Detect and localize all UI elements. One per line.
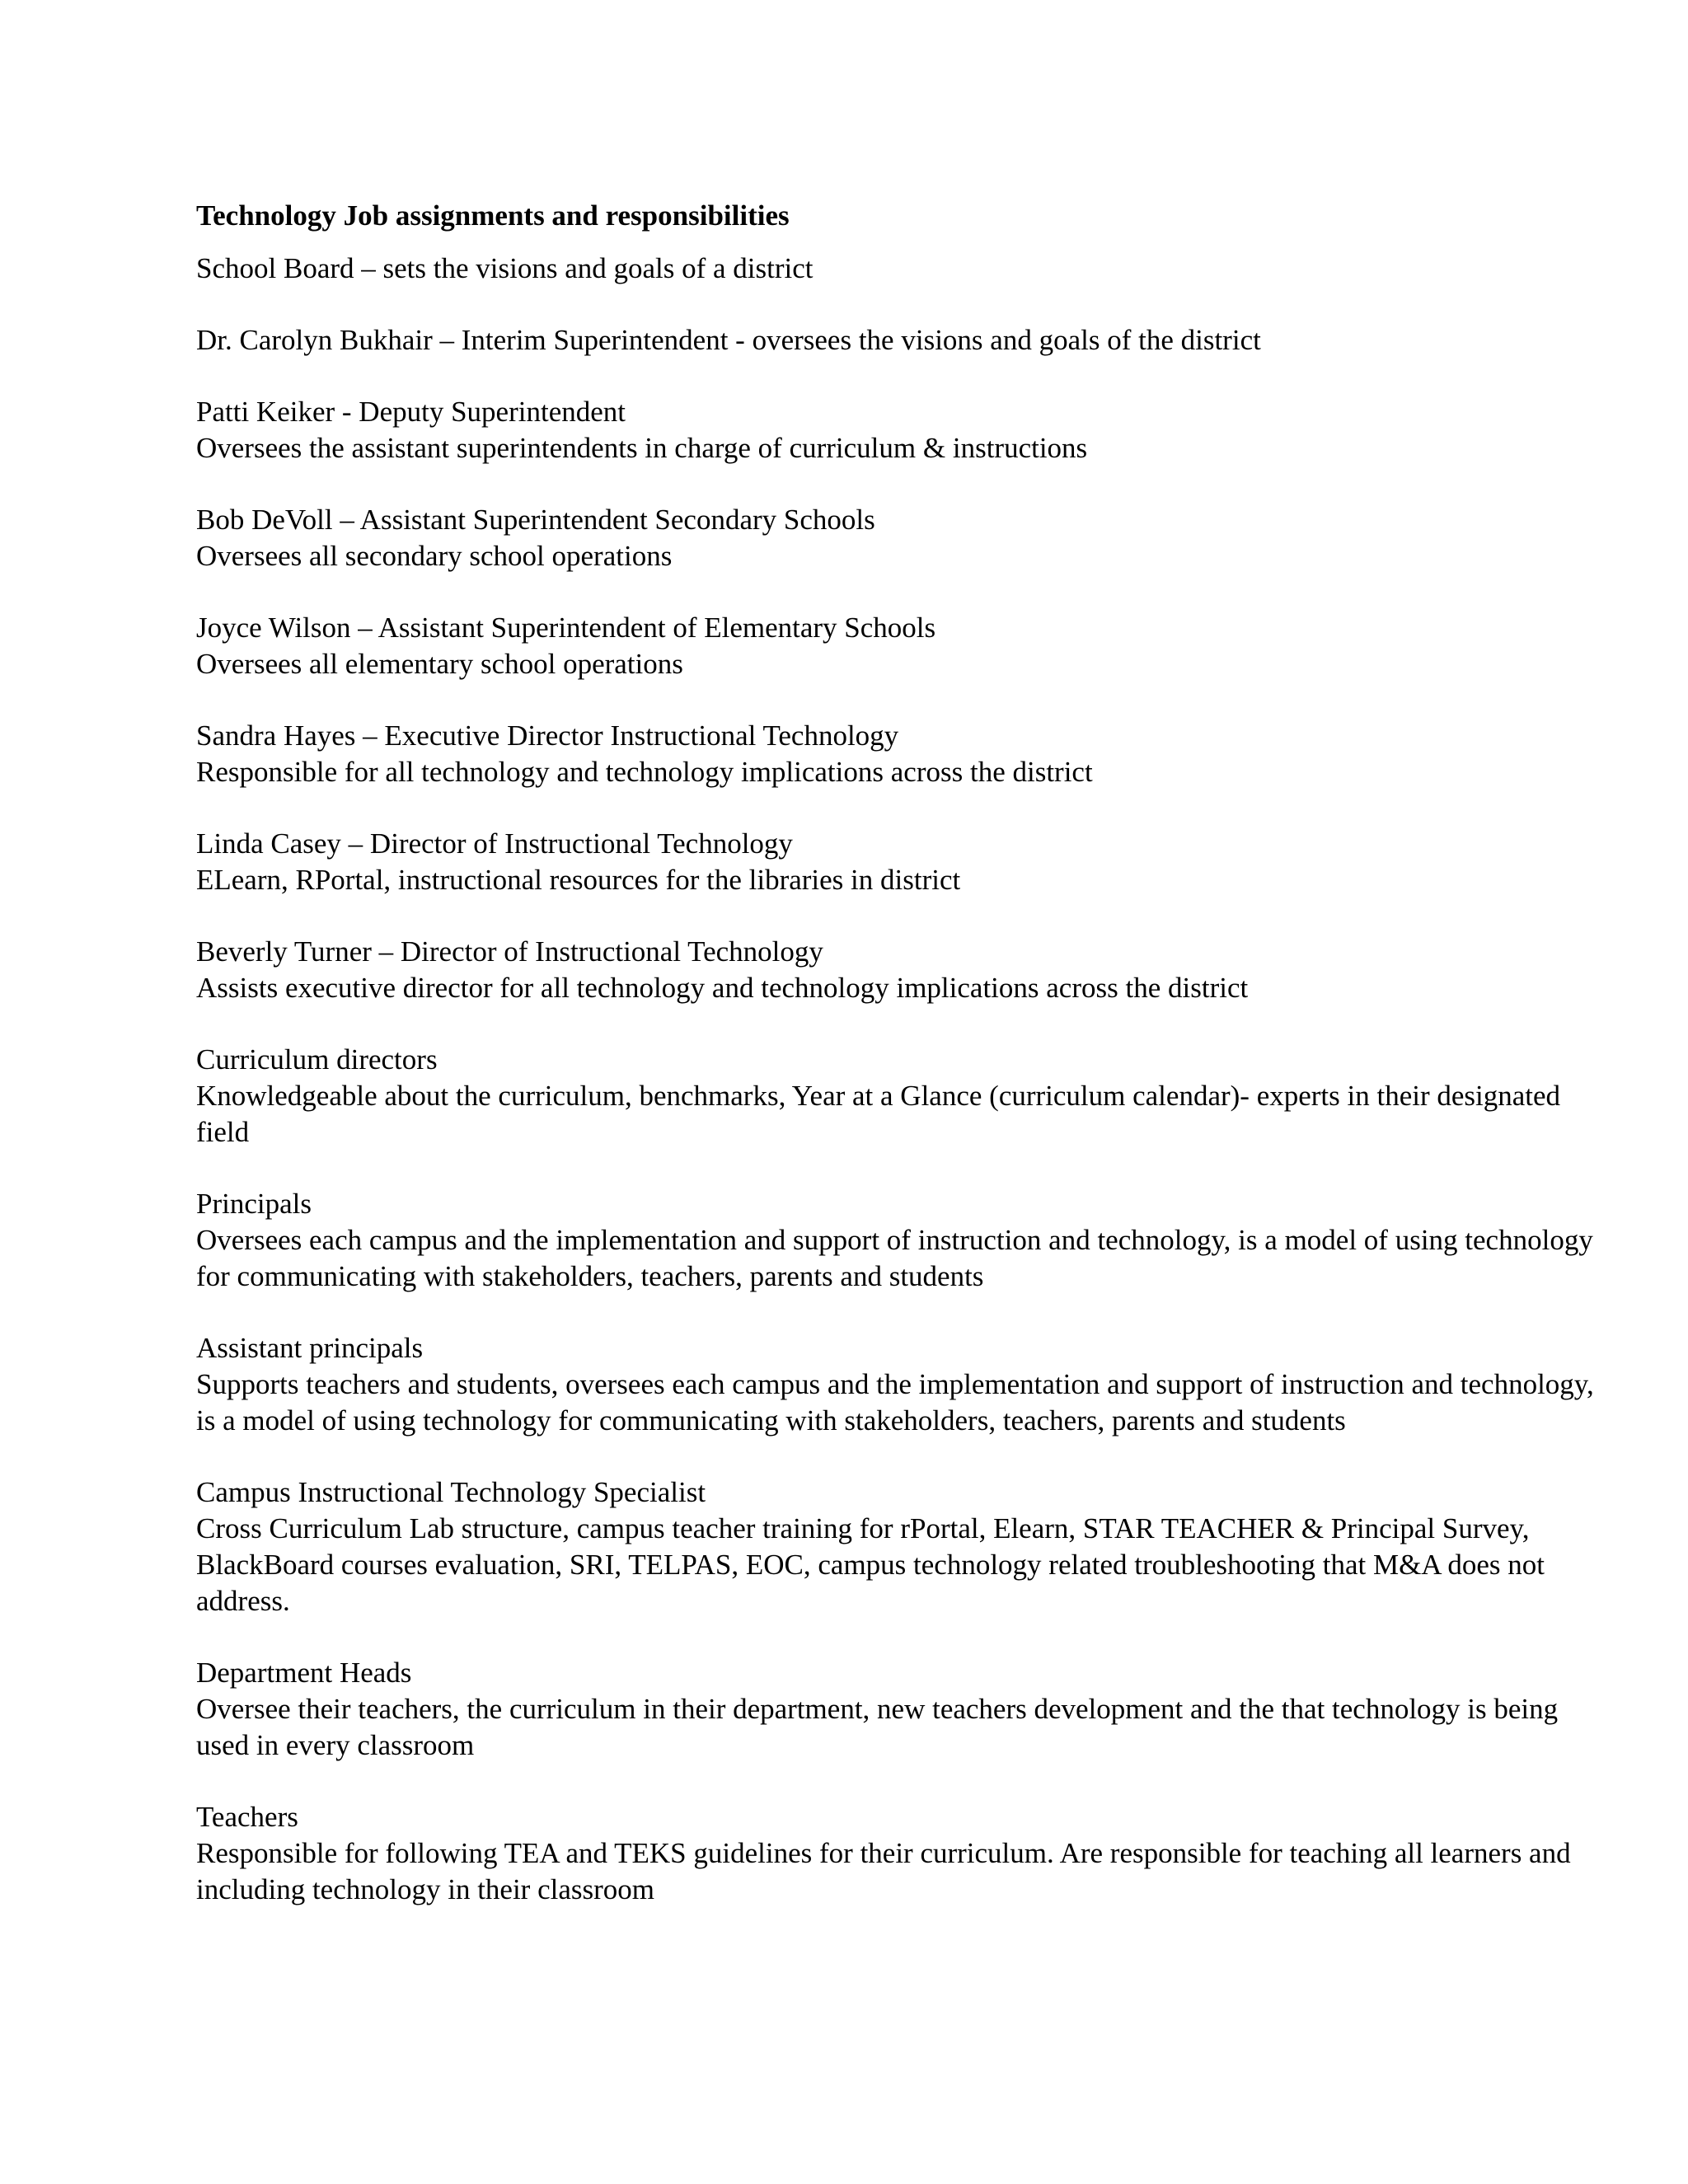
entry-heading: Department Heads — [196, 1657, 412, 1689]
entry-description: Oversee their teachers, the curriculum in their department, new teachers development and the that technology is being used in every classroom — [196, 1693, 1559, 1761]
entry-description: Assists executive director for all technology and technology implications across the district — [196, 972, 1249, 1004]
entry-heading: Bob DeVoll – Assistant Superintendent Secondary Schools — [196, 504, 875, 536]
entry-heading: Assistant principals — [196, 1332, 424, 1364]
entry-assistant-principals — [196, 1330, 1614, 1439]
entry-heading: Sandra Hayes – Executive Director Instructional Technology — [196, 719, 899, 752]
entry-heading: Joyce Wilson – Assistant Superintendent of Elementary Schools — [196, 612, 936, 644]
entry-director-turner — [196, 934, 1614, 1006]
entry-description: Cross Curriculum Lab structure, campus teacher training for rPortal, Elearn, STAR TEACHER & Principal Survey, BlackBoard courses evaluation, SRI, TELPAS, EOC, campus technology related troubleshooting that M&A does not address. — [196, 1512, 1545, 1617]
entry-heading: Dr. Carolyn Bukhair – Interim Superintendent - oversees the visions and goals of the district — [196, 324, 1261, 356]
entry-heading: Linda Casey – Director of Instructional Technology — [196, 827, 793, 860]
entry-heading: Campus Instructional Technology Specialist — [196, 1476, 706, 1508]
entry-interim-superintendent — [196, 322, 1614, 359]
entry-description: Supports teachers and students, oversees each campus and the implementation and support of instruction and technology, is a model of using technology for communicating with stakeholders, teachers, parents and students — [196, 1368, 1594, 1436]
entry-department-heads — [196, 1655, 1614, 1764]
entry-teachers — [196, 1799, 1614, 1908]
document-title: Technology Job assignments and responsibilities — [196, 199, 790, 232]
entry-heading: Patti Keiker - Deputy Superintendent — [196, 396, 626, 428]
entry-description: ELearn, RPortal, instructional resources for the libraries in district — [196, 864, 961, 896]
entry-heading: Teachers — [196, 1801, 298, 1833]
entry-principals — [196, 1186, 1614, 1295]
entry-description: Oversees all elementary school operations — [196, 648, 683, 680]
entry-deputy-superintendent — [196, 394, 1614, 466]
entry-curriculum-directors — [196, 1042, 1614, 1151]
entry-campus-tech-specialist — [196, 1474, 1614, 1619]
entry-director-casey — [196, 826, 1614, 898]
entry-description: Responsible for all technology and technology implications across the district — [196, 756, 1093, 788]
entry-description: Knowledgeable about the curriculum, benchmarks, Year at a Glance (curriculum calendar)- experts in their designated field — [196, 1080, 1561, 1148]
entry-school-board — [196, 251, 1614, 287]
entry-heading: Curriculum directors — [196, 1043, 438, 1076]
entry-heading: School Board – sets the visions and goals of a district — [196, 252, 814, 284]
entry-executive-director — [196, 718, 1614, 790]
entry-description: Oversees all secondary school operations — [196, 540, 673, 572]
entry-asst-superintendent-secondary — [196, 502, 1614, 574]
entry-description: Oversees the assistant superintendents in charge of curriculum & instructions — [196, 432, 1088, 464]
entry-description: Oversees each campus and the implementation and support of instruction and technology, is a model of using technology for communicating with stakeholders, teachers, parents and students — [196, 1224, 1593, 1292]
entry-heading: Principals — [196, 1188, 312, 1220]
entry-description: Responsible for following TEA and TEKS guidelines for their curriculum. Are responsible for teaching all learners and including technology in their classroom — [196, 1837, 1571, 1905]
entry-heading: Beverly Turner – Director of Instructional Technology — [196, 935, 823, 968]
entry-asst-superintendent-elementary — [196, 610, 1614, 682]
document-page — [196, 198, 1614, 1943]
